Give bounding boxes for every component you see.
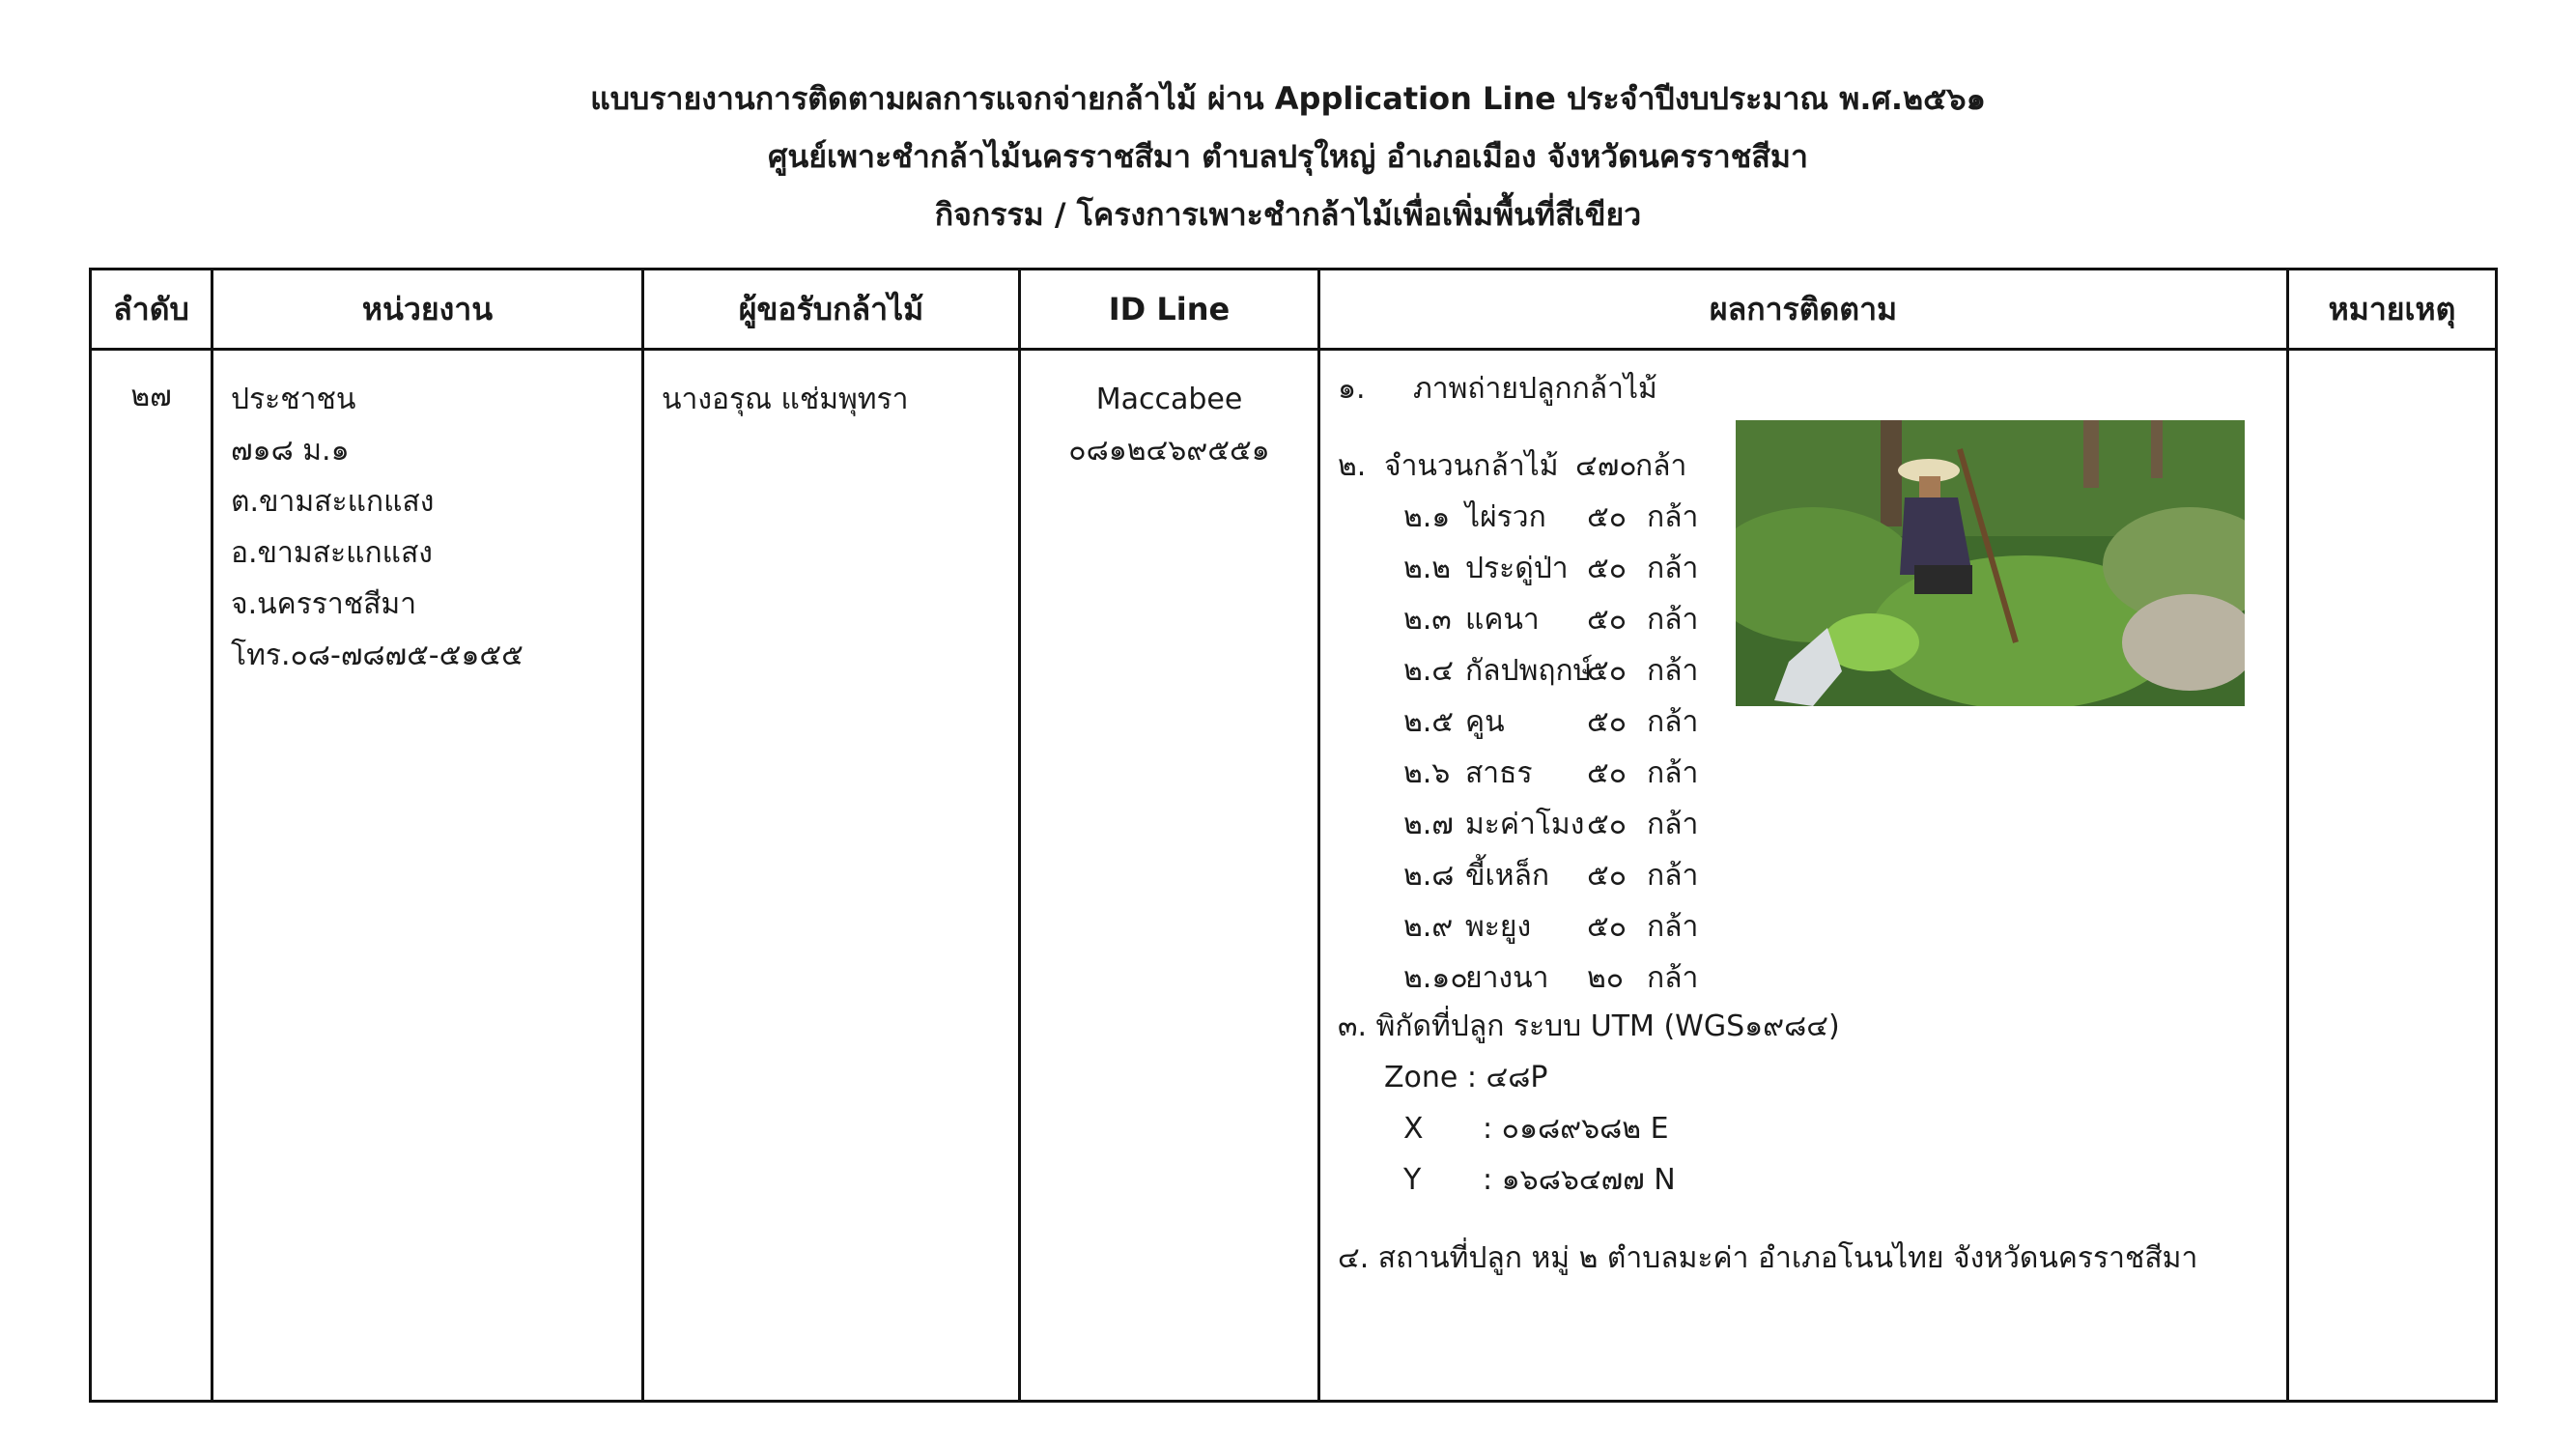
coord-y-value: : ๑๖๘๖๔๗๗ N [1483,1163,1676,1197]
seedling-qty: ๕๐ [1587,552,1628,585]
seedling-qty: ๕๐ [1587,808,1628,841]
photo-item-text: ภาพถ่ายปลูกกล้าไม้ [1413,372,1657,406]
seedling-name: ไผ่รวก [1465,500,1546,534]
seedling-code: ๒.๗ [1403,808,1454,841]
seedling-name: ประดู่ป่า [1465,552,1569,585]
col-header-remark: หมายเหตุ [2288,270,2497,350]
seedling-name: คูน [1465,705,1505,739]
seedling-code: ๒.๓ [1403,603,1452,637]
col-header-id-line: ID Line [1020,270,1319,350]
seedling-unit: กล้า [1647,859,1699,893]
location-item: ๔. สถานที่ปลูก หมู่ ๒ ตำบลมะค่า อำเภอโนนไทย จังหวัดนครราชสีมา [1338,1241,2198,1275]
seedling-unit: กล้า [1647,808,1699,841]
seedling-name: แคนา [1465,603,1540,637]
cell-agency [212,350,643,1402]
recipient-name: นางอรุณ แช่มพุทรา [662,383,909,416]
seedling-name: พะยูง [1465,910,1532,944]
coord-zone: Zone : ๔๘P [1384,1061,1548,1094]
activity-name: กิจกรรม / โครงการเพาะชำกล้าไม้เพื่อเพิ่มพื้นที่สีเขียว [934,196,1642,233]
seedling-code: ๒.๕ [1403,705,1455,739]
planting-photo [1736,420,2245,706]
seedling-unit: กล้า [1647,500,1699,534]
seedling-name: มะค่าโมง [1465,808,1585,841]
col-header-result: ผลการติดตาม [1319,270,2288,350]
line-phone: ๐๘๑๒๔๖๙๕๕๑ [1068,434,1270,468]
seedling-name: ยางนา [1465,961,1549,995]
result-block [1320,351,2286,1399]
agency-district: อ.ขามสะแกแสง [231,536,433,570]
line-id: Maccabee [1095,383,1243,416]
report-title: แบบรายงานการติดตามผลการแจกจ่ายกล้าไม้ ผ่าน Application Line ประจำปีงบประมาณ พ.ศ.๒๕๖๑ [590,80,1986,117]
col-header-agency: หน่วยงาน [212,270,643,350]
seedling-name: ขี้เหล็ก [1465,859,1550,893]
seedling-code: ๒.๒ [1403,552,1452,585]
seedling-name: สาธร [1465,756,1533,790]
agency-type: ประชาชน [231,383,356,416]
seedling-qty: ๕๐ [1587,859,1628,893]
seedling-unit: กล้า [1647,756,1699,790]
report-table [89,268,2498,1403]
cell-seq [91,350,212,1402]
col-header-recipient: ผู้ขอรับกล้าไม้ [643,270,1020,350]
seedling-code: ๒.๙ [1403,910,1454,944]
cell-recipient [643,350,1020,1402]
cell-id-line [1020,350,1319,1402]
seedling-unit: กล้า [1647,910,1699,944]
seedling-qty: ๕๐ [1587,603,1628,637]
seedling-qty: ๕๐ [1587,756,1628,790]
seedling-qty: ๕๐ [1587,654,1628,688]
count-item-num: ๒. [1338,449,1367,483]
coord-x-value: : ๐๑๘๙๖๘๒ E [1483,1112,1669,1146]
seedling-code: ๒.๑๐ [1403,961,1468,995]
remark-text [2289,351,2495,374]
col-header-seq: ลำดับ [91,270,212,350]
count-item-unit: กล้า [1635,449,1687,483]
seedling-unit: กล้า [1647,654,1699,688]
count-item-label: จำนวนกล้าไม้ [1384,449,1559,483]
seedling-code: ๒.๖ [1403,756,1451,790]
seedling-unit: กล้า [1647,961,1699,995]
agency-phone: โทร.๐๘-๗๘๗๕-๕๑๕๕ [231,639,524,672]
seedling-qty: ๕๐ [1587,910,1628,944]
seedling-name: กัลปพฤกษ์ [1465,654,1593,688]
seedling-unit: กล้า [1647,705,1699,739]
table-header-row [91,270,2497,350]
seedling-qty: ๕๐ [1587,500,1628,534]
photo-item-num: ๑. [1338,372,1366,406]
agency-subdistrict: ต.ขามสะแกแสง [231,485,435,519]
seedling-unit: กล้า [1647,552,1699,585]
coord-y-label: Y [1403,1163,1422,1197]
seq-number: ๒๗ [130,380,172,413]
table-row [91,350,2497,1402]
coord-heading: ๓. พิกัดที่ปลูก ระบบ UTM (WGS๑๙๘๔) [1338,1009,1840,1043]
report-header [0,70,2576,243]
count-item-value: ๔๗๐ [1575,449,1637,483]
seedling-unit: กล้า [1647,603,1699,637]
seedling-code: ๒.๘ [1403,859,1455,893]
coord-x-label: X [1403,1112,1424,1146]
seedling-code: ๒.๔ [1403,654,1455,688]
agency-address: ๗๑๘ ม.๑ [231,434,350,468]
seedling-code: ๒.๑ [1403,500,1451,534]
seedling-qty: ๒๐ [1587,961,1625,995]
seedling-qty: ๕๐ [1587,705,1628,739]
agency-province: จ.นครราชสีมา [231,587,417,621]
cell-result [1319,350,2288,1402]
center-name: ศูนย์เพาะชำกล้าไม้นครราชสีมา ตำบลปรุใหญ่ อำเภอเมือง จังหวัดนครราชสีมา [768,138,1808,175]
cell-remark [2288,350,2497,1402]
